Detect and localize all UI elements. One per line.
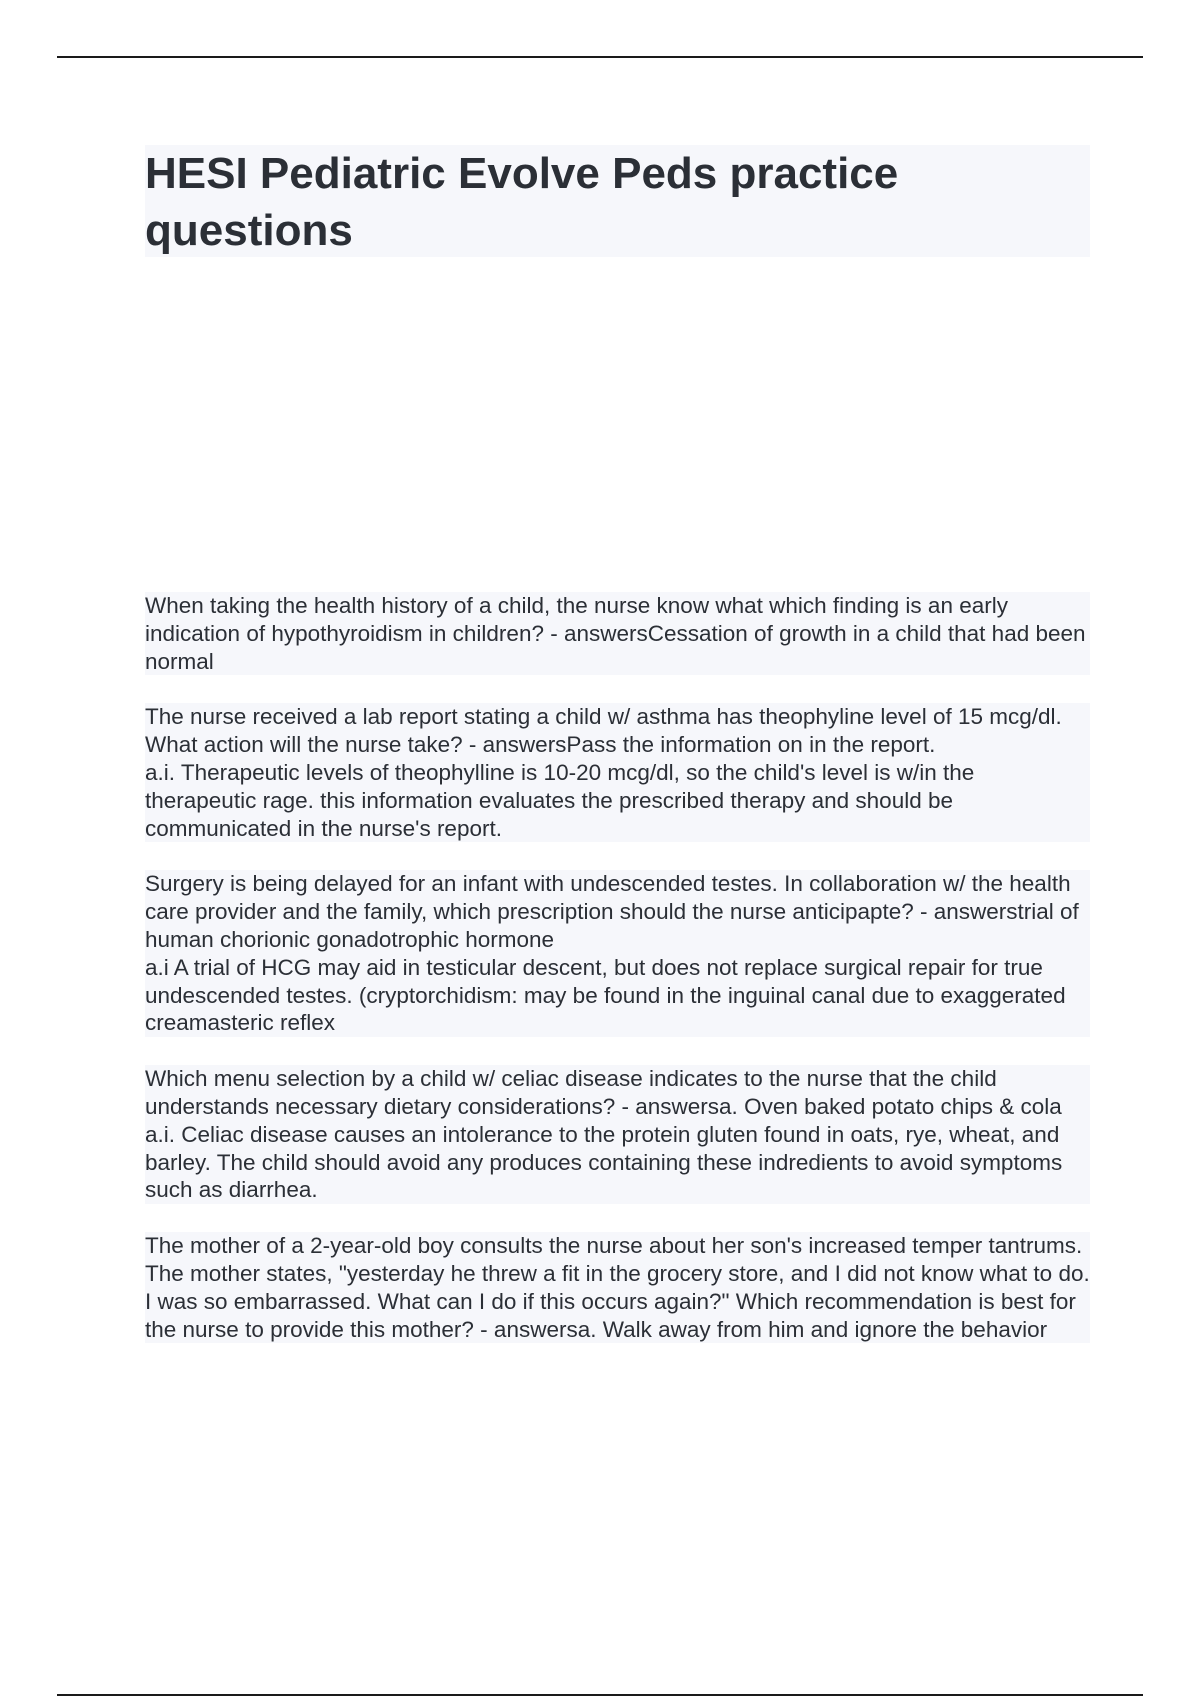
qa-text: Surgery is being delayed for an infant with undescended testes. In collaboration w/ the health care provider and the family, which prescription should the nurse anticipapte? - answerstrial of human chorionic gonadotrophic hormone [145, 871, 1079, 952]
qa-text: Which menu selection by a child w/ celiac disease indicates to the nurse that the child understands necessary dietary considerations? - answersa. Oven baked potato chips & cola [145, 1066, 1062, 1119]
qa-entry [145, 1065, 1090, 1204]
qa-text: The nurse received a lab report stating a child w/ asthma has theophyline level of 15 mcg/dl. What action will the nurse take? - answersPass the information on in the report. [145, 704, 1062, 758]
bottom-rule [57, 1694, 1143, 1696]
top-rule [57, 56, 1143, 58]
qa-entry [145, 703, 1090, 842]
qa-entry [145, 592, 1090, 675]
qa-rationale: a.i. Celiac disease causes an intolerance to the protein gluten found in oats, rye, wheat, and barley. The child should avoid any produces containing these indredients to avoid symptoms such as diarrhea. [145, 1121, 1063, 1203]
qa-rationale: a.i A trial of HCG may aid in testicular descent, but does not replace surgical repair for true undescended testes. (cryptorchidism: may be found in the inguinal canal due to exaggerated creamasteric reflex [145, 954, 1066, 1036]
qa-list [145, 592, 1090, 1371]
qa-rationale: a.i. Therapeutic levels of theophylline is 10-20 mcg/dl, so the child's level is w/in the therapeutic rage. this information evaluates the prescribed therapy and should be communicated in the nurse's report. [145, 759, 975, 841]
qa-text: When taking the health history of a child, the nurse know what which finding is an early indication of hypothyroidism in children? - answersCessation of growth in a child that had been normal [145, 593, 1086, 674]
document-title: HESI Pediatric Evolve Peds practice questions [145, 149, 899, 255]
qa-entry [145, 870, 1090, 1037]
qa-text: The mother of a 2-year-old boy consults the nurse about her son's increased temper tantrums. The mother states, "yesterday he threw a fit in the grocery store, and I did not know what to do. I was so embarrassed. What can I do if this occurs again?" Which recommendation is best for the nurse to provide this mother? - answersa. Walk away from him and ignore the behavior [145, 1233, 1090, 1342]
title-block [145, 145, 1090, 257]
qa-entry [145, 1232, 1090, 1343]
